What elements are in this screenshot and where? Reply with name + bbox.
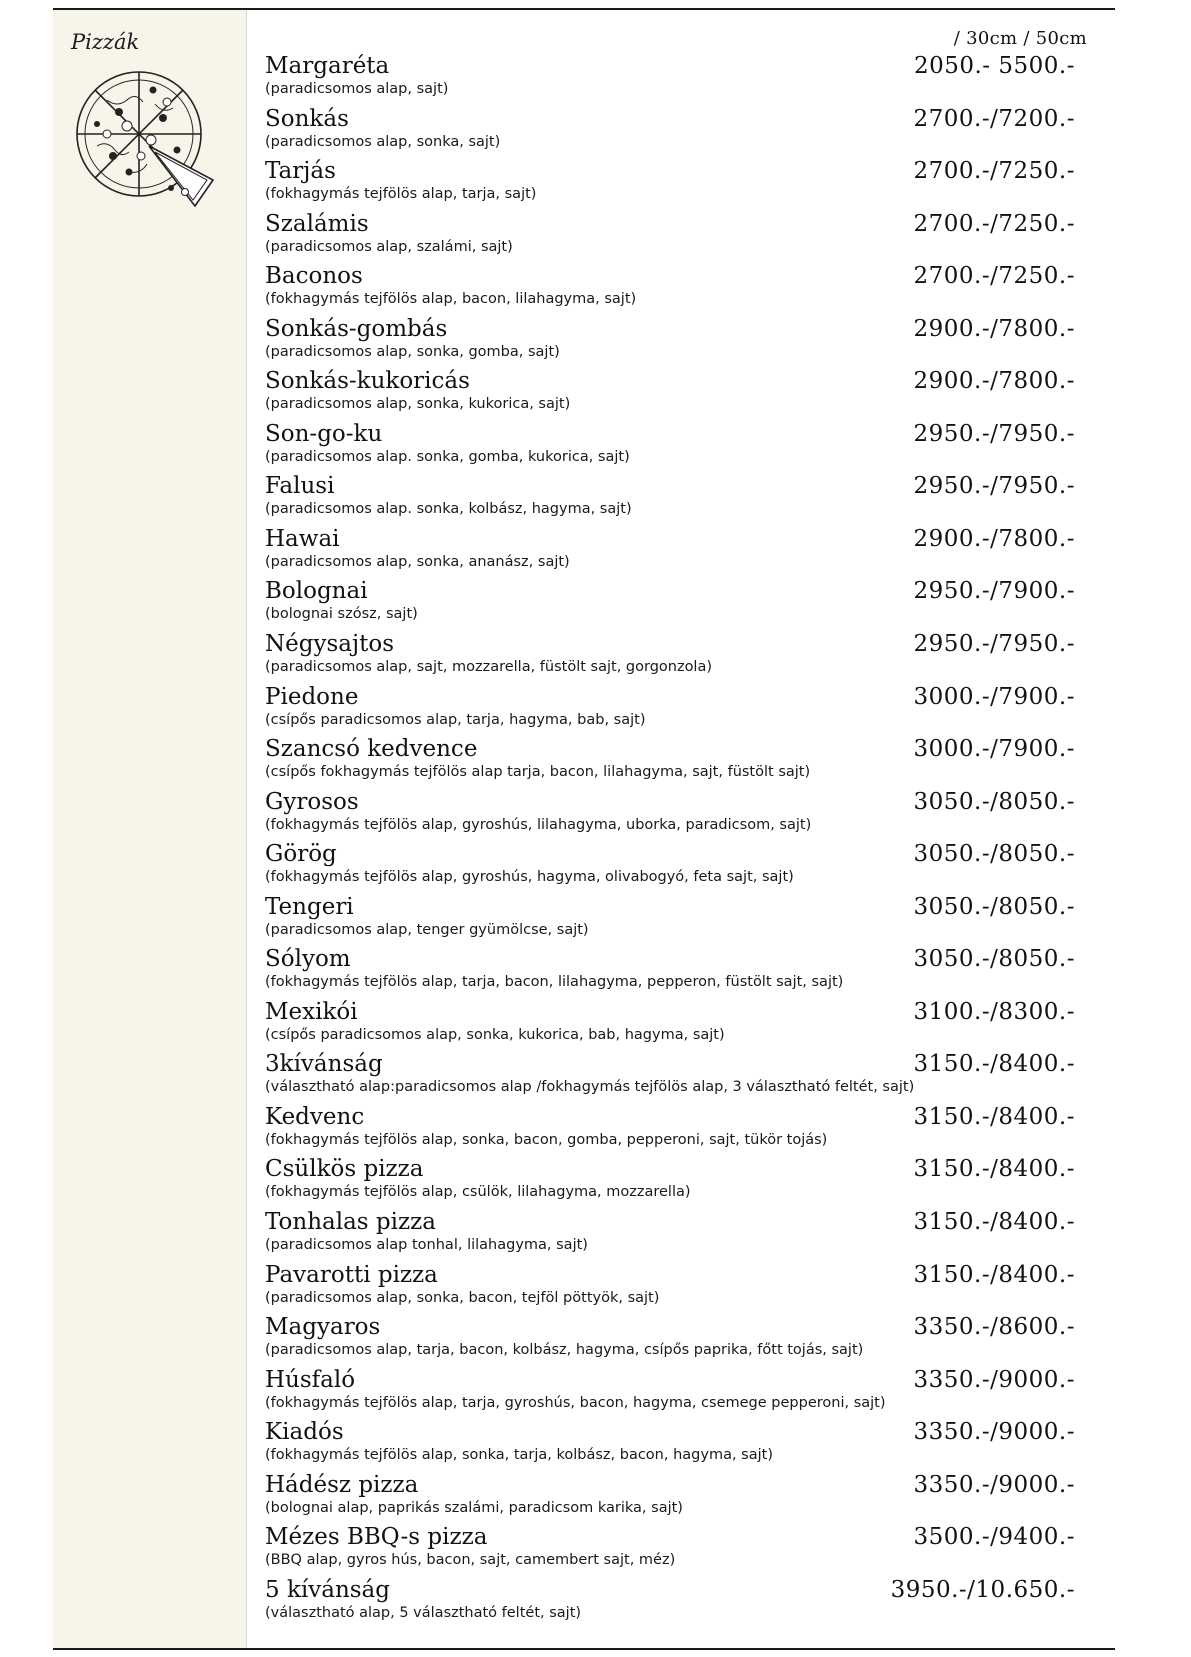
item-name: 3kívánság (265, 1051, 383, 1078)
item-name: Szalámis (265, 210, 369, 237)
item-description: (paradicsomos alap, sajt) (265, 81, 449, 97)
menu-item (265, 1313, 1095, 1366)
item-description: (fokhagymás tejfölös alap, tarja, sajt) (265, 186, 537, 203)
item-description: (paradicsomos alap. sonka, gomba, kukorica, sajt) (265, 448, 630, 465)
item-description: (bolognai szósz, sajt) (265, 606, 418, 623)
menu-item (265, 1208, 1095, 1261)
item-name: Son-go-ku (265, 420, 383, 447)
item-name: Sonkás-gombás (265, 315, 448, 342)
item-price: 3350.-/9000.- (913, 1366, 1075, 1393)
menu-item (265, 998, 1095, 1051)
item-price: 3150.-/8400.- (913, 1103, 1075, 1130)
item-name: Pavarotti pizza (265, 1261, 438, 1288)
menu-item (265, 1261, 1095, 1314)
menu-item (265, 157, 1095, 210)
item-name: 5 kívánság (265, 1576, 390, 1603)
menu-item (265, 1418, 1095, 1471)
item-description: (fokhagymás tejfölös alap, gyroshús, lilahagyma, uborka, paradicsom, sajt) (265, 816, 812, 833)
menu-item (265, 210, 1095, 263)
item-price: 3100.-/8300.- (913, 998, 1075, 1025)
item-price: 3050.-/8050.- (913, 946, 1075, 973)
item-name: Négysajtos (265, 631, 394, 658)
item-price: 3150.-/8400.- (913, 1261, 1075, 1288)
item-price: 3150.-/8400.- (913, 1156, 1075, 1183)
menu-item (265, 893, 1095, 946)
item-name: Bolognai (265, 578, 368, 605)
item-name: Mézes BBQ-s pizza (265, 1524, 488, 1551)
item-description: (BBQ alap, gyros hús, bacon, sajt, camembert sajt, méz) (265, 1552, 676, 1569)
size-header: / 30cm / 50cm (953, 28, 1087, 49)
item-price: 2700.-/7200.- (913, 105, 1075, 132)
item-description: (csípős paradicsomos alap, sonka, kukorica, bab, hagyma, sajt) (265, 1026, 725, 1043)
item-price: 3050.-/8050.- (913, 788, 1075, 815)
menu-item (265, 472, 1095, 525)
item-name: Hádész pizza (265, 1471, 419, 1498)
item-name: Tonhalas pizza (265, 1209, 436, 1236)
item-name: Csülkös pizza (265, 1156, 424, 1183)
item-description: (csípős fokhagymás tejfölös alap tarja, bacon, lilahagyma, sajt, füstölt sajt) (265, 764, 811, 781)
item-price: 2050.- 5500.- (913, 53, 1075, 79)
item-price: 2900.-/7800.- (913, 525, 1075, 552)
menu-item (265, 1471, 1095, 1524)
item-price: 3350.-/9000.- (913, 1419, 1075, 1446)
pizza-illustration-icon (67, 60, 217, 210)
pizza-list (265, 52, 1095, 1628)
item-price: 2950.-/7950.- (913, 631, 1075, 658)
item-description: (csípős paradicsomos alap, tarja, hagyma, bab, sajt) (265, 711, 646, 728)
item-name: Sonkás-kukoricás (265, 368, 470, 395)
item-description: (paradicsomos alap tonhal, lilahagyma, sajt) (265, 1237, 588, 1254)
menu-item (265, 367, 1095, 420)
item-price: 3500.-/9400.- (913, 1524, 1075, 1551)
item-description: (választható alap:paradicsomos alap /fokhagymás tejfölös alap, 3 választható feltét, sajt) (265, 1079, 915, 1096)
item-price: 3050.-/8050.- (913, 893, 1075, 920)
item-price: 2950.-/7950.- (913, 420, 1075, 447)
item-name: Tarjás (265, 158, 336, 185)
item-price: 3150.-/8400.- (913, 1051, 1075, 1078)
item-price: 2700.-/7250.- (913, 210, 1075, 237)
menu-item (265, 105, 1095, 158)
menu-item (265, 630, 1095, 683)
menu-item (265, 577, 1095, 630)
item-description: (paradicsomos alap, tenger gyümölcse, sajt) (265, 921, 589, 938)
menu-item (265, 945, 1095, 998)
item-description: (bolognai alap, paprikás szalámi, paradicsom karika, sajt) (265, 1499, 683, 1516)
item-description: (paradicsomos alap. sonka, kolbász, hagyma, sajt) (265, 501, 632, 518)
item-name: Sonkás (265, 105, 349, 132)
menu-item (265, 1523, 1095, 1576)
item-price: 2700.-/7250.- (913, 158, 1075, 185)
item-description: (fokhagymás tejfölös alap, tarja, gyroshús, bacon, hagyma, csemege pepperoni, sajt) (265, 1394, 886, 1411)
item-price: 2950.-/7950.- (913, 473, 1075, 500)
item-price: 3950.-/10.650.- (890, 1576, 1075, 1603)
item-name: Szancsó kedvence (265, 736, 478, 763)
menu-item (265, 683, 1095, 736)
item-name: Gyrosos (265, 788, 359, 815)
item-description: (fokhagymás tejfölös alap, bacon, lilahagyma, sajt) (265, 291, 637, 308)
menu-item (265, 420, 1095, 473)
menu-item (265, 840, 1095, 893)
menu-item (265, 1366, 1095, 1419)
item-description: (paradicsomos alap, tarja, bacon, kolbász, hagyma, csípős paprika, főtt tojás, sajt) (265, 1342, 864, 1359)
item-name: Kiadós (265, 1419, 344, 1446)
section-title: Pizzák (71, 30, 140, 54)
item-name: Piedone (265, 683, 359, 710)
item-name: Falusi (265, 473, 335, 500)
item-description: (fokhagymás tejfölös alap, sonka, bacon, gomba, pepperoni, sajt, tükör tojás) (265, 1131, 828, 1148)
menu-item (265, 262, 1095, 315)
item-price: 3000.-/7900.- (913, 736, 1075, 763)
item-description: (paradicsomos alap, sajt, mozzarella, füstölt sajt, gorgonzola) (265, 659, 713, 676)
item-name: Hawai (265, 525, 340, 552)
item-description: (választható alap, 5 választható feltét, sajt) (265, 1604, 582, 1621)
item-name: Kedvenc (265, 1103, 365, 1130)
item-description: (paradicsomos alap, sonka, ananász, sajt) (265, 553, 570, 570)
item-description: (paradicsomos alap, szalámi, sajt) (265, 238, 513, 255)
bottom-divider (53, 1648, 1115, 1650)
item-name: Húsfaló (265, 1366, 356, 1393)
sidebar (53, 10, 247, 1648)
item-description: (fokhagymás tejfölös alap, gyroshús, hagyma, olivabogyó, feta sajt, sajt) (265, 869, 794, 886)
item-description: (paradicsomos alap, sonka, bacon, tejföl pöttyök, sajt) (265, 1289, 660, 1306)
menu-item (265, 1050, 1095, 1103)
item-price: 2900.-/7800.- (913, 368, 1075, 395)
menu-item (265, 525, 1095, 578)
item-price: 2950.-/7900.- (913, 578, 1075, 605)
menu-item (265, 788, 1095, 841)
menu-item (265, 1103, 1095, 1156)
item-description: (fokhagymás tejfölös alap, tarja, bacon, lilahagyma, pepperon, füstölt sajt, sajt) (265, 974, 844, 991)
item-price: 3050.-/8050.- (913, 841, 1075, 868)
item-name: Mexikói (265, 998, 358, 1025)
item-description: (fokhagymás tejfölös alap, sonka, tarja, kolbász, bacon, hagyma, sajt) (265, 1447, 773, 1464)
item-price: 3150.-/8400.- (913, 1209, 1075, 1236)
item-description: (paradicsomos alap, sonka, gomba, sajt) (265, 343, 560, 360)
menu-item (265, 52, 1095, 105)
item-name: Tengeri (265, 893, 354, 920)
item-price: 3350.-/8600.- (913, 1314, 1075, 1341)
menu-item (265, 1576, 1095, 1629)
item-price: 3000.-/7900.- (913, 683, 1075, 710)
item-name: Görög (265, 841, 337, 868)
item-description: (paradicsomos alap, sonka, sajt) (265, 133, 501, 150)
item-name: Sólyom (265, 946, 351, 973)
item-name: Margaréta (265, 53, 390, 79)
item-name: Magyaros (265, 1314, 381, 1341)
menu-item (265, 315, 1095, 368)
menu-page (53, 8, 1115, 1650)
menu-item (265, 735, 1095, 788)
item-description: (fokhagymás tejfölös alap, csülök, lilahagyma, mozzarella) (265, 1184, 691, 1201)
item-price: 2900.-/7800.- (913, 315, 1075, 342)
item-price: 2700.-/7250.- (913, 263, 1075, 290)
menu-item (265, 1155, 1095, 1208)
item-description: (paradicsomos alap, sonka, kukorica, sajt) (265, 396, 571, 413)
item-name: Baconos (265, 263, 363, 290)
item-price: 3350.-/9000.- (913, 1471, 1075, 1498)
